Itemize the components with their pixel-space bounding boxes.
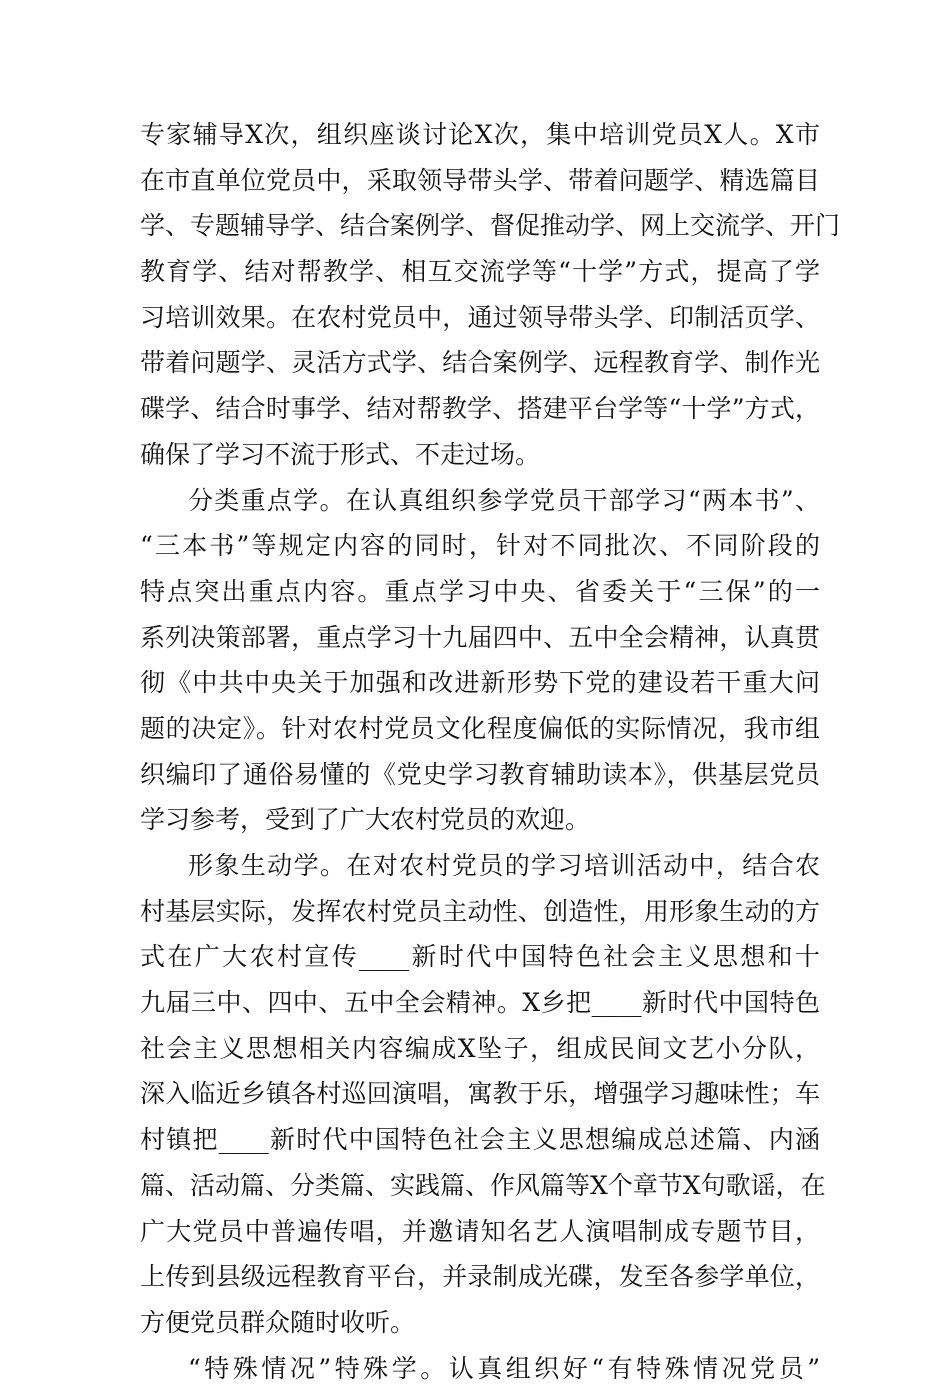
text-line: 九届三中、四中、五中全会精神。X乡把____新时代中国特色 [140,988,820,1018]
text-line: 学、专题辅导学、结合案例学、督促推动学、网上交流学、开门 [140,211,841,241]
text-line: 学习参考，受到了广大农村党员的欢迎。 [140,805,591,835]
text-line: 村镇把____新时代中国特色社会主义思想编成总述篇、内涵 [140,1125,820,1155]
text-line: “三本书”等规定内容的同时，针对不同批次、不同阶段的 [140,531,820,561]
text-line: 上传到县级远程教育平台，并录制成光碟，发至各参学单位， [140,1262,820,1292]
text-line: 习培训效果。在农村党员中，通过领导带头学、印制活页学、 [140,302,820,332]
text-line: 篇、活动篇、分类篇、实践篇、作风篇等X个章节X句歌谣，在 [140,1170,826,1200]
text-line: 织编印了通俗易懂的《党史学习教育辅助读本》，供基层党员 [140,759,820,789]
text-line: 专家辅导X次，组织座谈讨论X次，集中培训党员X人。X市 [140,120,820,149]
paragraph-heading-line: “特殊情况”特殊学。认真组织好“有特殊情况党员” [188,1353,820,1383]
paragraph-heading-line: 分类重点学。在认真组织参学党员干部学习“两本书”、 [188,485,820,515]
text-line: 带着问题学、灵活方式学、结合案例学、远程教育学、制作光 [140,348,820,378]
text-line: 方便党员群众随时收听。 [140,1307,416,1337]
text-line: 彻《中共中央关于加强和改进新形势下党的建设若干重大问 [140,668,820,698]
paragraph-heading-line: 形象生动学。在对农村党员的学习培训活动中，结合农 [188,851,820,880]
text-line: 社会主义思想相关内容编成X坠子，组成民间文艺小分队， [140,1033,820,1063]
text-line: 特点突出重点内容。重点学习中央、省委关于“三保”的一 [140,576,820,606]
text-line: 在市直单位党员中，采取领导带头学、带着问题学、精选篇目 [140,165,820,195]
body-text [140,112,841,1391]
text-line: 确保了学习不流于形式、不走过场。 [140,439,541,469]
text-line: 系列决策部署，重点学习十九届四中、五中全会精神，认真贯 [140,622,820,652]
text-line: 式在广大农村宣传____新时代中国特色社会主义思想和十 [140,942,820,972]
text-line: 广大党员中普遍传唱，并邀请知名艺人演唱制成专题节目， [140,1216,820,1246]
text-line: 教育学、结对帮教学、相互交流学等“十学”方式，提高了学 [140,257,820,287]
text-line: 深入临近乡镇各村巡回演唱，寓教于乐，增强学习趣味性；车 [140,1079,820,1109]
text-line: 题的决定》。针对农村党员文化程度偏低的实际情况，我市组 [140,713,820,743]
text-line: 碟学、结合时事学、结对帮教学、搭建平台学等“十学”方式， [140,394,820,424]
text-line: 村基层实际，发挥农村党员主动性、创造性，用形象生动的方 [140,896,820,926]
